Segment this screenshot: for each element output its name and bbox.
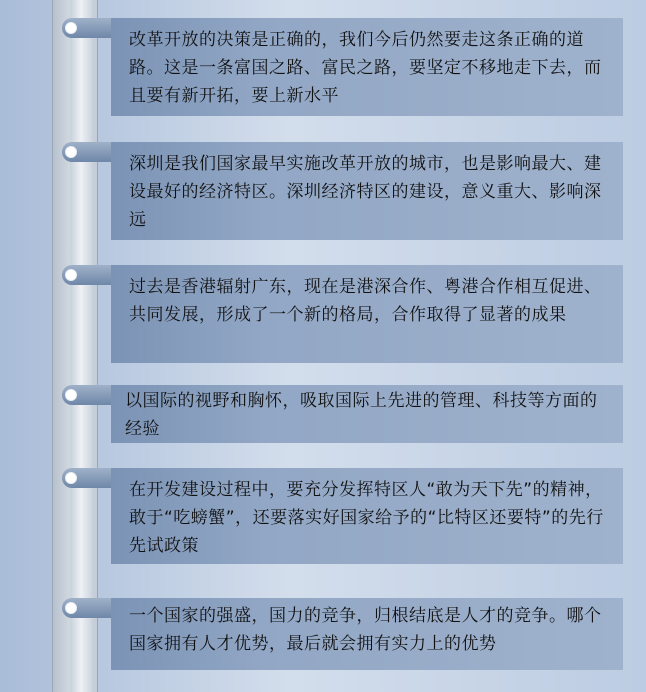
quote-box: 深圳是我们国家最早实施改革开放的城市，也是影响最大、建设最好的经济特区。深圳经济特区的建设，意义重大、影响深远 <box>111 142 623 240</box>
quote-box: 一个国家的强盛，国力的竞争，归根结底是人才的竞争。哪个国家拥有人才优势，最后就会拥有实力上的优势 <box>111 598 623 670</box>
timeline-marker <box>62 385 114 405</box>
bullet-dot-icon <box>65 22 77 34</box>
timeline-marker <box>62 468 114 488</box>
quote-box: 以国际的视野和胸怀，吸取国际上先进的管理、科技等方面的经验 <box>111 385 623 443</box>
timeline-rail-highlight <box>70 0 92 692</box>
bullet-dot-icon <box>65 146 77 158</box>
timeline-marker <box>62 18 114 38</box>
bullet-dot-icon <box>65 602 77 614</box>
timeline-marker <box>62 265 114 285</box>
timeline-marker <box>62 142 114 162</box>
bullet-dot-icon <box>65 389 77 401</box>
quote-box: 改革开放的决策是正确的，我们今后仍然要走这条正确的道路。这是一条富国之路、富民之路，要坚定不移地走下去，而且要有新开拓，要上新水平 <box>111 18 623 116</box>
bullet-dot-icon <box>65 269 77 281</box>
timeline-marker <box>62 598 114 618</box>
quote-box: 过去是香港辐射广东，现在是港深合作、粤港合作相互促进、共同发展，形成了一个新的格局，合作取得了显著的成果 <box>111 265 623 363</box>
quote-box: 在开发建设过程中，要充分发挥特区人“敢为天下先”的精神，敢于“吃螃蟹”，还要落实好国家给予的“比特区还要特”的先行先试政策 <box>111 468 623 564</box>
bullet-dot-icon <box>65 472 77 484</box>
